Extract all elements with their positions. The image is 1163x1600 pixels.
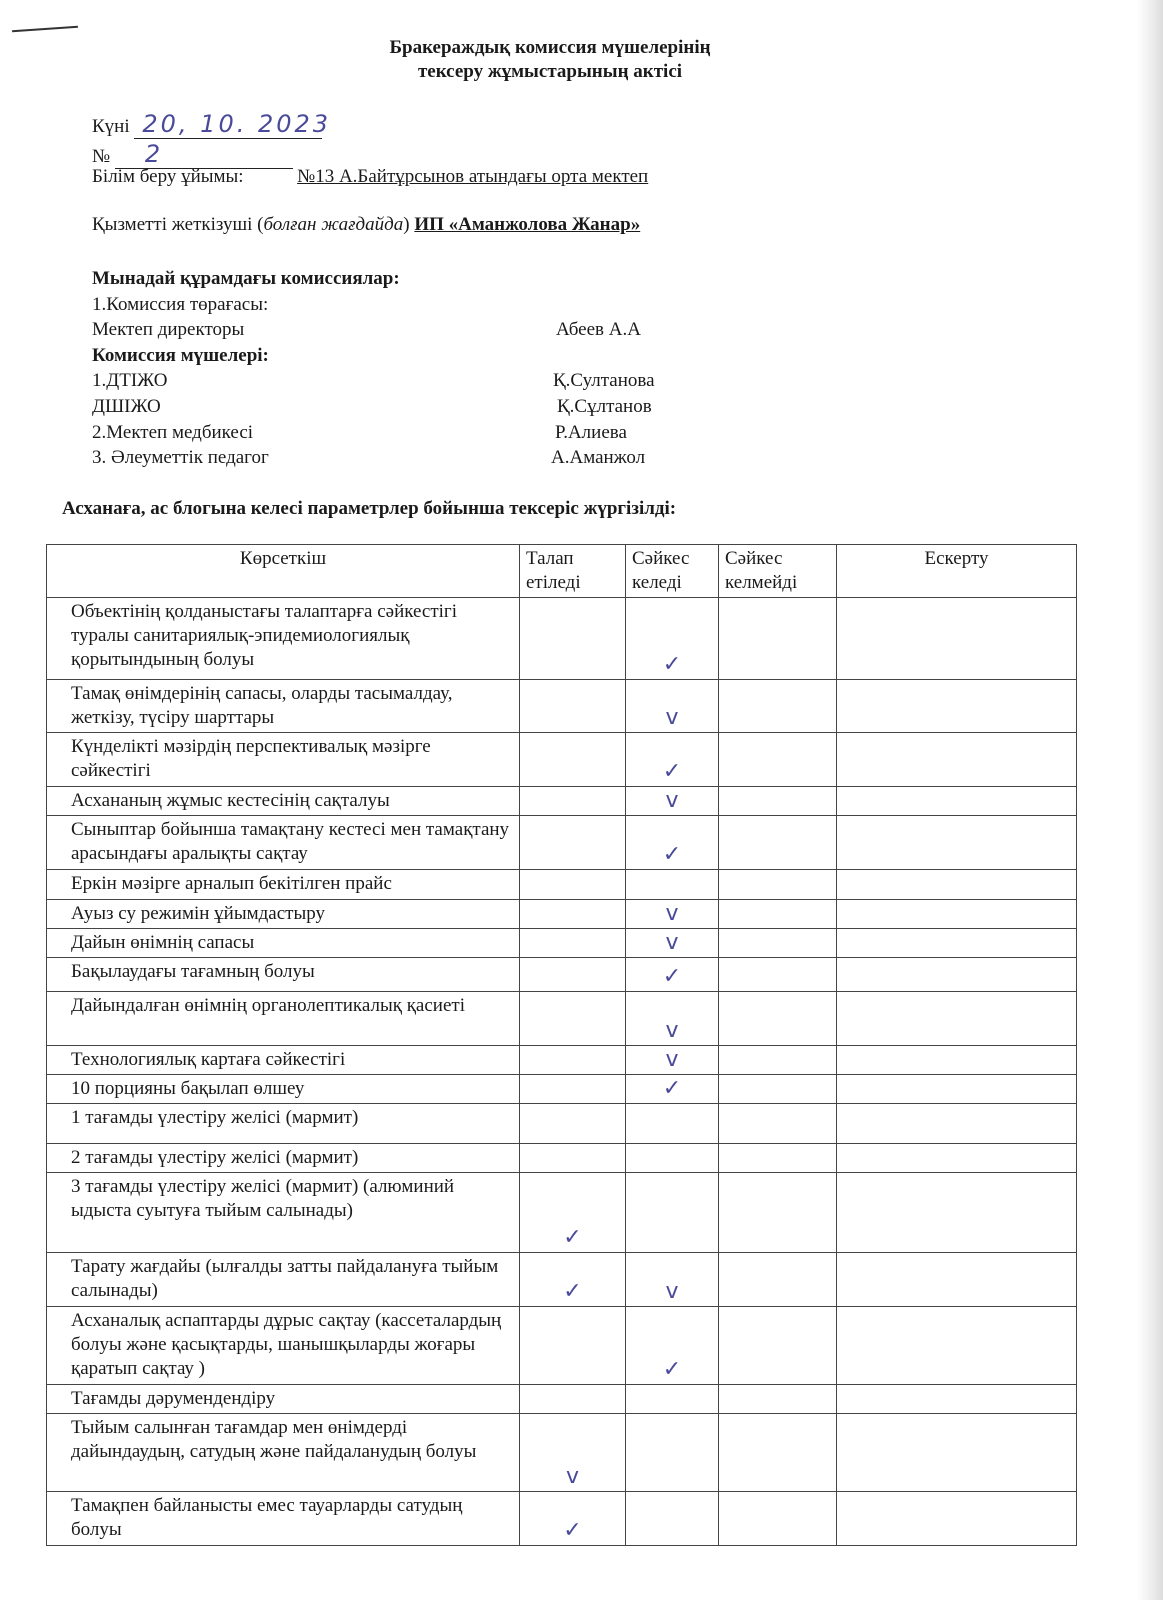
date-row bbox=[92, 110, 332, 139]
noncompliant-cell bbox=[719, 929, 837, 958]
indicator-cell: Асхананың жұмыс кестесінің сақталуы bbox=[47, 787, 520, 816]
compliant-cell: v bbox=[626, 680, 719, 733]
indicator-cell: Ауыз су режимін ұйымдастыру bbox=[47, 900, 520, 929]
table-row bbox=[47, 1307, 1077, 1385]
header-compliant: Сәйкес келеді bbox=[626, 545, 719, 598]
noncompliant-cell bbox=[719, 1307, 837, 1385]
compliant-cell: ✓ bbox=[626, 816, 719, 870]
note-cell bbox=[837, 1385, 1077, 1414]
compliant-cell: ✓ bbox=[626, 598, 719, 680]
required-cell bbox=[520, 680, 626, 733]
table-row bbox=[47, 1046, 1077, 1075]
number-value: 2 bbox=[144, 140, 164, 168]
table-row bbox=[47, 900, 1077, 929]
note-cell bbox=[837, 733, 1077, 787]
person-role: 3. Әлеуметтік педагог bbox=[92, 447, 269, 468]
required-cell: v bbox=[520, 1414, 626, 1492]
note-cell bbox=[837, 1046, 1077, 1075]
noncompliant-cell bbox=[719, 680, 837, 733]
note-cell bbox=[837, 816, 1077, 870]
section-heading: Асханаға, ас блогына келесі параметрлер бойынша тексеріс жүргізілді: bbox=[62, 498, 677, 519]
required-cell bbox=[520, 1307, 626, 1385]
table-row bbox=[47, 1144, 1077, 1173]
indicator-cell: Дайындалған өнімнің органолептикалық қасиеті bbox=[47, 992, 520, 1046]
person-role: 2.Мектеп медбикесі bbox=[92, 422, 254, 443]
note-cell bbox=[837, 1492, 1077, 1546]
scan-edge-shadow bbox=[1137, 0, 1163, 1600]
indicator-cell: Тамақпен байланысты емес тауарларды сатудың болуы bbox=[47, 1492, 520, 1546]
noncompliant-cell bbox=[719, 900, 837, 929]
person-name: Абеев А.А bbox=[556, 319, 641, 340]
pen-stroke-mark bbox=[12, 26, 78, 33]
org-row bbox=[92, 166, 654, 188]
table-row bbox=[47, 598, 1077, 680]
table-row bbox=[47, 1173, 1077, 1253]
table-row bbox=[47, 870, 1077, 900]
required-cell bbox=[520, 733, 626, 787]
noncompliant-cell bbox=[719, 1046, 837, 1075]
indicator-cell: 1 тағамды үлестіру желісі (мармит) bbox=[47, 1104, 520, 1144]
indicator-cell: Тарату жағдайы (ылғалды затты пайдалануға тыйым салынады) bbox=[47, 1253, 520, 1307]
required-cell bbox=[520, 1385, 626, 1414]
noncompliant-cell bbox=[719, 1104, 837, 1144]
indicator-cell: Сыныптар бойынша тамақтану кестесі мен тамақтану арасындағы аралықты сақтау bbox=[47, 816, 520, 870]
noncompliant-cell bbox=[719, 1173, 837, 1253]
required-cell bbox=[520, 1104, 626, 1144]
note-cell bbox=[837, 929, 1077, 958]
org-value: №13 А.Байтұрсынов атындағы орта мектеп bbox=[297, 166, 649, 187]
note-cell bbox=[837, 1253, 1077, 1307]
noncompliant-cell bbox=[719, 992, 837, 1046]
note-cell bbox=[837, 680, 1077, 733]
required-cell bbox=[520, 900, 626, 929]
indicator-cell: Тыйым салынған тағамдар мен өнімдерді дайындаудың, сатудың және пайдаланудың болуы bbox=[47, 1414, 520, 1492]
supplier-label-prefix: Қызметті жеткізуші ( bbox=[92, 214, 264, 235]
indicator-cell: 3 тағамды үлестіру желісі (мармит) (алюминий ыдыста суытуға тыйым салынады) bbox=[47, 1173, 520, 1253]
compliant-cell: v bbox=[626, 1253, 719, 1307]
required-cell bbox=[520, 816, 626, 870]
compliant-cell: ✓ bbox=[626, 1075, 719, 1104]
indicator-cell: Тамақ өнімдерінің сапасы, оларды тасымалдау, жеткізу, түсіру шарттары bbox=[47, 680, 520, 733]
members-heading: Комиссия мүшелері: bbox=[92, 345, 269, 366]
noncompliant-cell bbox=[719, 870, 837, 900]
chair-heading: 1.Комиссия төрағасы: bbox=[92, 294, 269, 315]
table-row bbox=[47, 1075, 1077, 1104]
header-note: Ескерту bbox=[837, 545, 1077, 598]
required-cell: ✓ bbox=[520, 1173, 626, 1253]
indicator-cell: 10 порцияны бақылап өлшеу bbox=[47, 1075, 520, 1104]
indicator-cell: Бақылаудағы тағамның болуы bbox=[47, 958, 520, 992]
title-line-1: Бракераждық комиссия мүшелерінің bbox=[389, 37, 711, 58]
required-cell bbox=[520, 1046, 626, 1075]
table-row bbox=[47, 1414, 1077, 1492]
note-cell bbox=[837, 1414, 1077, 1492]
compliant-cell: ✓ bbox=[626, 733, 719, 787]
noncompliant-cell bbox=[719, 787, 837, 816]
person-role: 1.ДТІЖО bbox=[92, 370, 168, 391]
person-role: Мектеп директоры bbox=[92, 319, 245, 340]
person-name: Р.Алиева bbox=[555, 422, 627, 443]
noncompliant-cell bbox=[719, 1075, 837, 1104]
compliant-cell bbox=[626, 1144, 719, 1173]
required-cell bbox=[520, 787, 626, 816]
indicator-cell: Еркін мәзірге арналып бекітілген прайс bbox=[47, 870, 520, 900]
required-cell bbox=[520, 598, 626, 680]
note-cell bbox=[837, 992, 1077, 1046]
note-cell bbox=[837, 958, 1077, 992]
noncompliant-cell bbox=[719, 733, 837, 787]
table-row bbox=[47, 680, 1077, 733]
person-name: Қ.Султанова bbox=[553, 370, 655, 391]
number-label: № bbox=[92, 146, 111, 167]
table-row bbox=[47, 992, 1077, 1046]
note-cell bbox=[837, 1104, 1077, 1144]
noncompliant-cell bbox=[719, 958, 837, 992]
compliant-cell: v bbox=[626, 1046, 719, 1075]
noncompliant-cell bbox=[719, 1492, 837, 1546]
table-row bbox=[47, 816, 1077, 870]
table-row bbox=[47, 787, 1077, 816]
required-cell: ✓ bbox=[520, 1492, 626, 1546]
required-cell bbox=[520, 1144, 626, 1173]
noncompliant-cell bbox=[719, 1253, 837, 1307]
date-field bbox=[134, 110, 332, 139]
indicator-cell: Объектінің қолданыстағы талаптарға сәйкестігі туралы санитариялық-эпидемиологиялық қорытындының болуы bbox=[47, 598, 520, 680]
supplier-label-suffix: ) bbox=[403, 214, 410, 235]
indicator-cell: Тағамды дәрумендендіру bbox=[47, 1385, 520, 1414]
document-title bbox=[0, 36, 1100, 84]
person-name: А.Аманжол bbox=[551, 447, 646, 468]
note-cell bbox=[837, 1075, 1077, 1104]
noncompliant-cell bbox=[719, 1385, 837, 1414]
org-label: Білім беру ұйымы: bbox=[92, 166, 244, 187]
note-cell bbox=[837, 1307, 1077, 1385]
number-field bbox=[115, 140, 293, 169]
required-cell bbox=[520, 958, 626, 992]
compliant-cell: v bbox=[626, 992, 719, 1046]
indicator-cell: Технологиялық картаға сәйкестігі bbox=[47, 1046, 520, 1075]
note-cell bbox=[837, 870, 1077, 900]
commission-heading: Мынадай құрамдағы комиссиялар: bbox=[92, 268, 400, 289]
date-label: Күні bbox=[92, 116, 130, 137]
noncompliant-cell bbox=[719, 1414, 837, 1492]
compliant-cell bbox=[626, 1414, 719, 1492]
compliant-cell: v bbox=[626, 787, 719, 816]
noncompliant-cell bbox=[719, 816, 837, 870]
table-row bbox=[47, 1253, 1077, 1307]
compliant-cell: ✓ bbox=[626, 1307, 719, 1385]
required-cell bbox=[520, 870, 626, 900]
table-header-row bbox=[47, 545, 1077, 598]
compliant-cell bbox=[626, 870, 719, 900]
number-row bbox=[92, 140, 293, 169]
compliant-cell bbox=[626, 1385, 719, 1414]
header-indicator: Көрсеткіш bbox=[47, 545, 520, 598]
inspection-table bbox=[46, 544, 1077, 1546]
compliant-cell bbox=[626, 1173, 719, 1253]
compliant-cell bbox=[626, 1104, 719, 1144]
note-cell bbox=[837, 1173, 1077, 1253]
person-role: ДШІЖО bbox=[92, 396, 161, 417]
compliant-cell bbox=[626, 1492, 719, 1546]
header-noncompliant: Сәйкес келмейді bbox=[719, 545, 837, 598]
supplier-label-italic: болған жағдайда bbox=[263, 214, 404, 235]
supplier-value: ИП «Аманжолова Жанар» bbox=[414, 214, 641, 235]
note-cell bbox=[837, 900, 1077, 929]
required-cell: ✓ bbox=[520, 1253, 626, 1307]
indicator-cell: Асханалық аспаптарды дұрыс сақтау (кассеталардың болуы және қасықтарды, шанышқыларды жоғары қаратып сақтау ) bbox=[47, 1307, 520, 1385]
indicator-cell: 2 тағамды үлестіру желісі (мармит) bbox=[47, 1144, 520, 1173]
required-cell bbox=[520, 1075, 626, 1104]
required-cell bbox=[520, 929, 626, 958]
table-row bbox=[47, 1492, 1077, 1546]
noncompliant-cell bbox=[719, 1144, 837, 1173]
compliant-cell: v bbox=[626, 900, 719, 929]
indicator-cell: Күнделікті мәзірдің перспективалық мәзірге сәйкестігі bbox=[47, 733, 520, 787]
noncompliant-cell bbox=[719, 598, 837, 680]
table-row bbox=[47, 733, 1077, 787]
note-cell bbox=[837, 787, 1077, 816]
header-required: Талап етіледі bbox=[520, 545, 626, 598]
note-cell bbox=[837, 598, 1077, 680]
note-cell bbox=[837, 1144, 1077, 1173]
compliant-cell: v bbox=[626, 929, 719, 958]
table-row bbox=[47, 1385, 1077, 1414]
person-name: Қ.Сұлтанов bbox=[557, 396, 652, 417]
table-row bbox=[47, 1104, 1077, 1144]
required-cell bbox=[520, 992, 626, 1046]
indicator-cell: Дайын өнімнің сапасы bbox=[47, 929, 520, 958]
title-line-2: тексеру жұмыстарының актісі bbox=[417, 61, 683, 82]
table-row bbox=[47, 958, 1077, 992]
table-row bbox=[47, 929, 1077, 958]
date-value: 20, 10. 2023 bbox=[142, 110, 332, 138]
compliant-cell: ✓ bbox=[626, 958, 719, 992]
supplier-row bbox=[92, 214, 640, 236]
